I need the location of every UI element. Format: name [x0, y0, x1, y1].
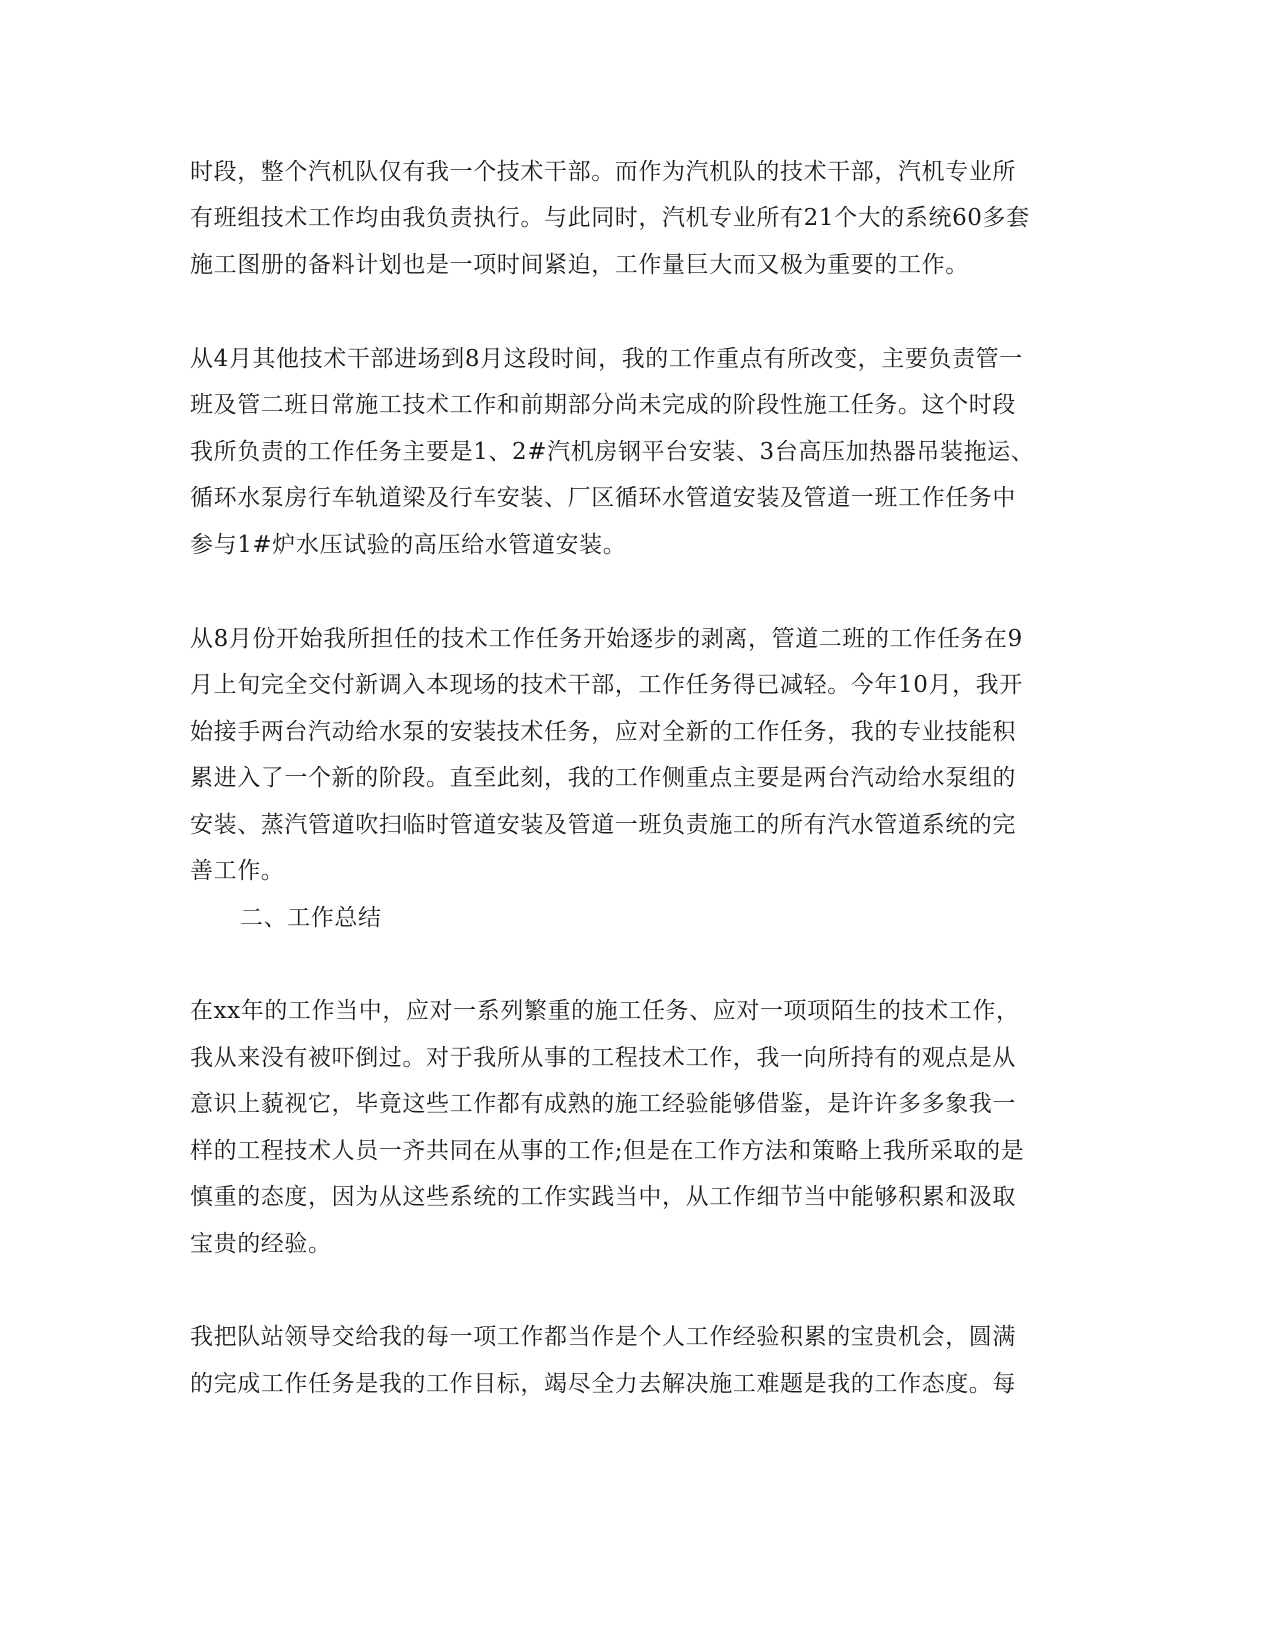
paragraph-4-line-3: 意识上藐视它，毕竟这些工作都有成熟的施工经验能够借鉴，是许许多多象我一: [190, 1091, 1016, 1117]
paragraph-3-line-6: 善工作。: [190, 858, 285, 884]
paragraph-5-line-2: 的完成工作任务是我的工作目标，竭尽全力去解决施工难题是我的工作态度。每: [190, 1371, 1016, 1397]
paragraph-2-line-4: 循环水泵房行车轨道梁及行车安装、厂区循环水管道安装及管道一班工作任务中: [190, 485, 1016, 511]
paragraph-2-line-5: 参与1#炉水压试验的高压给水管道安装。: [190, 532, 627, 558]
paragraph-2-line-3: 我所负责的工作任务主要是1、2#汽机房钢平台安装、3台高压加热器吊装拖运、: [190, 439, 1035, 465]
paragraph-3-line-4: 累进入了一个新的阶段。直至此刻，我的工作侧重点主要是两台汽动给水泵组的: [190, 765, 1016, 791]
paragraph-2-line-1: 从4月其他技术干部进场到8月这段时间，我的工作重点有所改变，主要负责管一: [190, 346, 1023, 372]
section-heading: 二、工作总结: [240, 905, 382, 931]
paragraph-4-line-2: 我从来没有被吓倒过。对于我所从事的工程技术工作，我一向所持有的观点是从: [190, 1045, 1016, 1071]
paragraph-3-line-2: 月上旬完全交付新调入本现场的技术干部，工作任务得已减轻。今年10月，我开: [190, 672, 1023, 698]
paragraph-5-line-1: 我把队站领导交给我的每一项工作都当作是个人工作经验积累的宝贵机会，圆满: [190, 1324, 1016, 1350]
paragraph-4-line-5: 慎重的态度，因为从这些系统的工作实践当中，从工作细节当中能够积累和汲取: [190, 1184, 1016, 1210]
paragraph-3-line-1: 从8月份开始我所担任的技术工作任务开始逐步的剥离，管道二班的工作任务在9: [190, 626, 1023, 652]
paragraph-4-line-6: 宝贵的经验。: [190, 1231, 332, 1257]
paragraph-4-line-4: 样的工程技术人员一齐共同在从事的工作;但是在工作方法和策略上我所采取的是: [190, 1138, 1025, 1164]
paragraph-3-line-3: 始接手两台汽动给水泵的安装技术任务，应对全新的工作任务，我的专业技能积: [190, 719, 1016, 745]
paragraph-1-line-2: 有班组技术工作均由我负责执行。与此同时，汽机专业所有21个大的系统60多套: [190, 205, 1030, 231]
paragraph-3-line-5: 安装、蒸汽管道吹扫临时管道安装及管道一班负责施工的所有汽水管道系统的完: [190, 812, 1016, 838]
paragraph-1-line-1: 时段，整个汽机队仅有我一个技术干部。而作为汽机队的技术干部，汽机专业所: [190, 159, 1016, 185]
paragraph-4-line-1: 在xx年的工作当中，应对一系列繁重的施工任务、应对一项项陌生的技术工作，: [190, 998, 1020, 1024]
paragraph-2-line-2: 班及管二班日常施工技术工作和前期部分尚未完成的阶段性施工任务。这个时段: [190, 392, 1016, 418]
paragraph-1-line-3: 施工图册的备料计划也是一项时间紧迫，工作量巨大而又极为重要的工作。: [190, 252, 969, 278]
